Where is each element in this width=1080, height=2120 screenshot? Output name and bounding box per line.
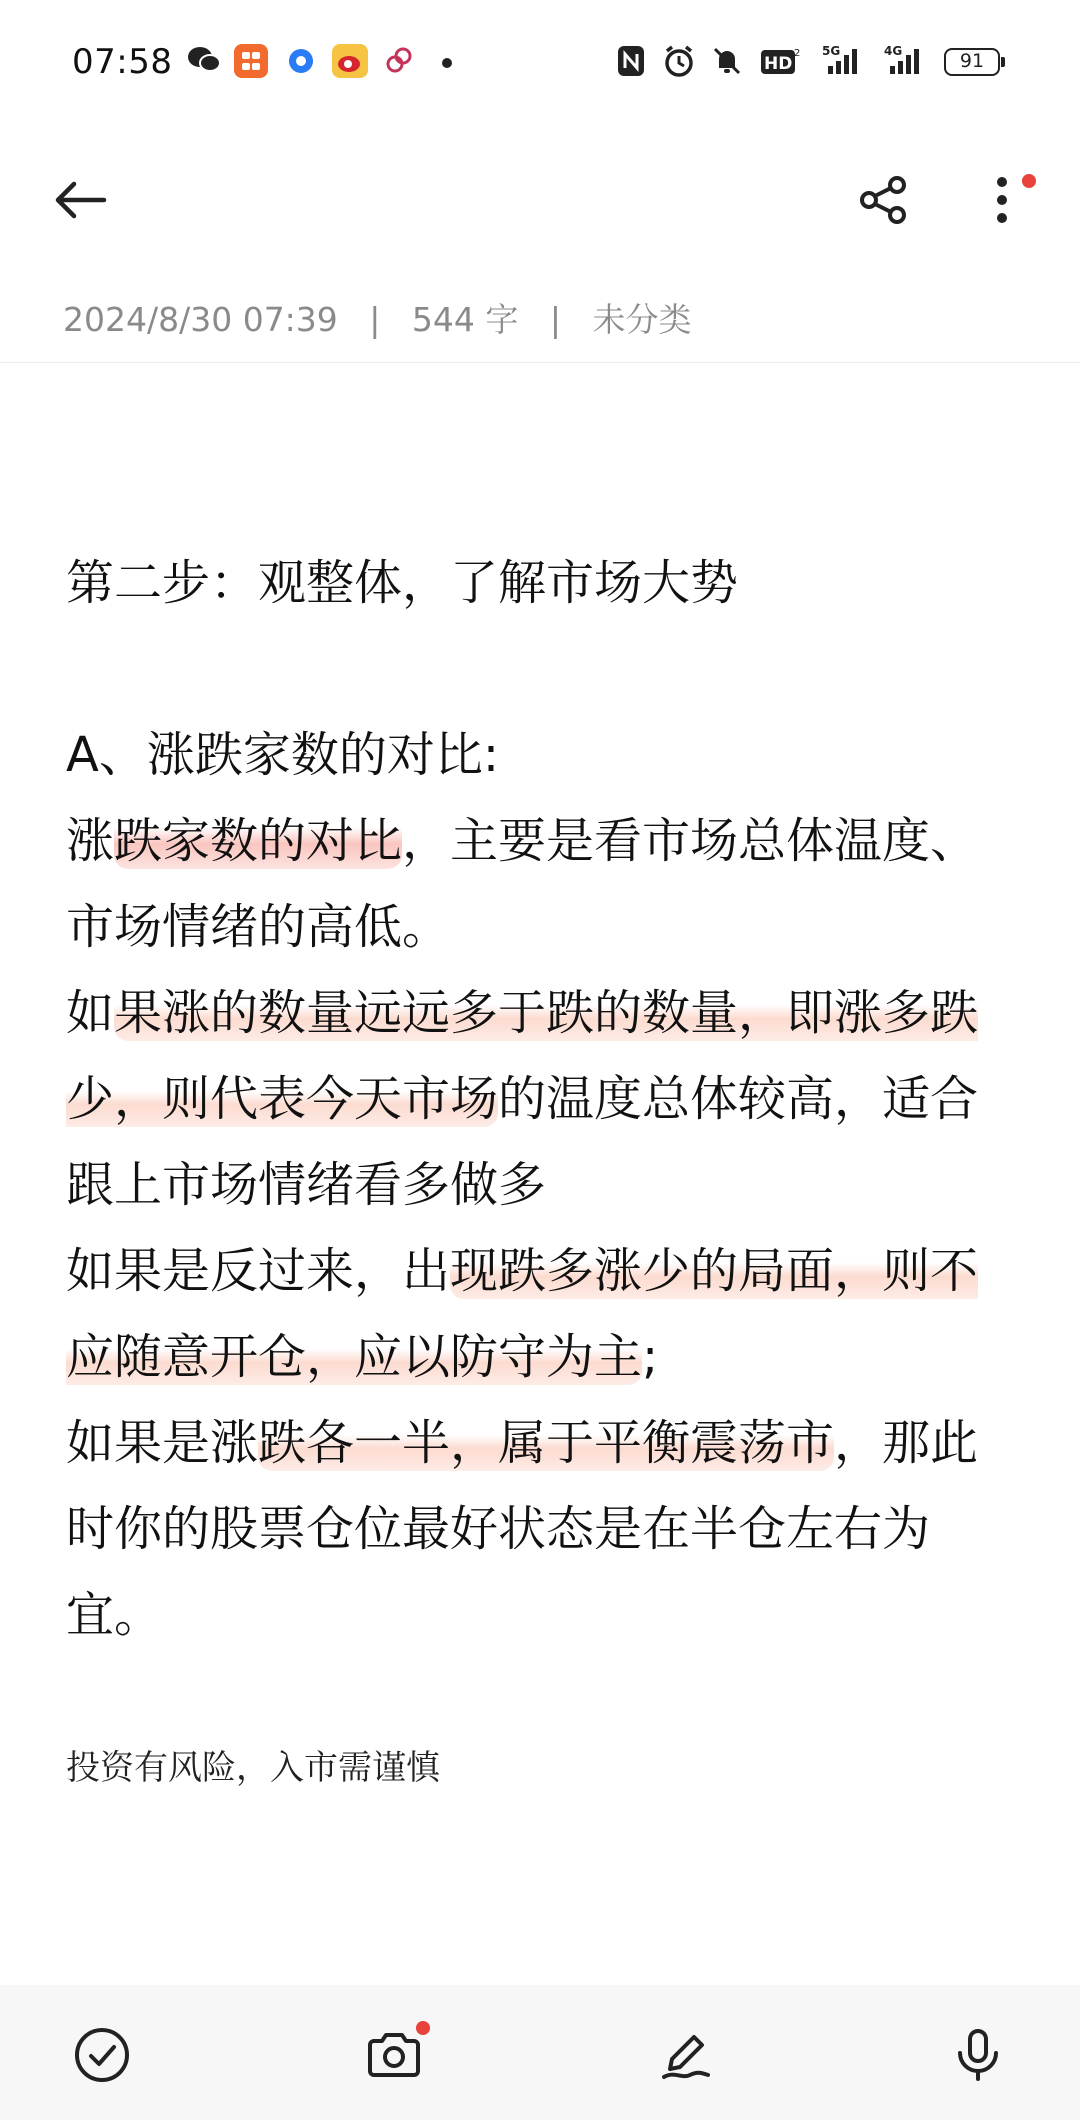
status-time: 07:58 — [72, 42, 173, 82]
alarm-icon — [662, 44, 696, 78]
blank-line — [66, 626, 996, 712]
svg-text:5G: 5G — [822, 44, 841, 58]
nfc-icon — [616, 44, 646, 78]
check-circle-icon — [72, 2025, 132, 2085]
highlighted-text: 现跌多涨少的局面，则不应随意开仓，应以防守为主 — [66, 1243, 979, 1385]
hd-icon — [760, 44, 800, 78]
more-notifications-dot — [442, 58, 452, 68]
more-options-button[interactable] — [966, 164, 1038, 236]
checklist-button[interactable] — [62, 2015, 142, 2095]
note-date: 2024/8/30 07:39 — [63, 300, 338, 339]
pen-icon — [656, 2025, 716, 2085]
app-icon — [234, 44, 268, 78]
paragraph-3 — [66, 1228, 996, 1400]
wechat-icon — [186, 44, 222, 76]
text-run: ，主要是看市场总体温度、市场情绪的高低。 — [66, 813, 979, 955]
text-run: 的温度总体较高，适合跟上市场情绪看多做多 — [66, 1071, 979, 1213]
note-heading: 第二步：观整体，了解市场大势 — [66, 555, 739, 611]
back-button[interactable] — [40, 164, 120, 236]
word-count: 544 字 — [411, 300, 519, 339]
svg-text:4G: 4G — [884, 44, 903, 58]
status-bar — [0, 0, 1080, 120]
handwriting-button[interactable] — [646, 2015, 726, 2095]
voice-input-button[interactable] — [938, 2015, 1018, 2095]
highlighted-text: 跌各一半，属于平衡震荡市 — [258, 1415, 835, 1471]
section-title: A、涨跌家数的对比: — [66, 727, 500, 783]
note-body[interactable] — [66, 540, 996, 1658]
bottom-toolbar — [0, 1985, 1080, 2120]
share-button[interactable] — [848, 164, 920, 236]
camera-button[interactable] — [354, 2015, 434, 2095]
top-app-bar — [0, 150, 1080, 250]
meta-separator: | — [549, 300, 561, 339]
mute-icon — [710, 44, 744, 78]
paragraph-2 — [66, 970, 996, 1228]
signal-4g-icon — [878, 44, 928, 78]
note-category[interactable]: 未分类 — [592, 300, 692, 339]
text-run: 涨 — [66, 813, 115, 869]
paragraph-1 — [66, 798, 996, 970]
microphone-icon — [948, 2025, 1008, 2085]
share-icon — [857, 173, 911, 227]
link-icon — [384, 44, 414, 78]
battery-icon: 91 — [944, 48, 1000, 76]
arrow-left-icon — [52, 180, 108, 220]
browser-icon — [286, 44, 316, 78]
text-run: 如 — [66, 985, 115, 1041]
signal-5g-icon — [816, 44, 866, 78]
disclaimer-text: 投资有风险，入市需谨慎 — [66, 1748, 440, 1788]
divider — [0, 362, 1080, 363]
weibo-icon — [332, 44, 368, 78]
more-vertical-icon — [992, 173, 1012, 227]
highlighted-text: 果涨的数量远远多于跌的数量，即涨多跌少，则代表今天市场 — [66, 985, 979, 1127]
text-run: 如果是反过来，出 — [66, 1243, 451, 1299]
paragraph-4 — [66, 1400, 996, 1658]
svg-text:2: 2 — [794, 48, 800, 59]
notification-badge — [1022, 174, 1036, 188]
text-run: 如果是涨 — [66, 1415, 259, 1471]
text-run: ，那此时你的股票仓位最好状态是在半仓左右为宜。 — [66, 1415, 979, 1643]
note-meta — [63, 294, 691, 341]
camera-icon — [364, 2025, 424, 2085]
highlighted-text: 跌家数的对比 — [114, 813, 403, 869]
notification-badge — [416, 2021, 430, 2035]
text-run: ; — [642, 1329, 659, 1385]
meta-separator: | — [369, 300, 381, 339]
svg-text:HD: HD — [764, 54, 793, 74]
